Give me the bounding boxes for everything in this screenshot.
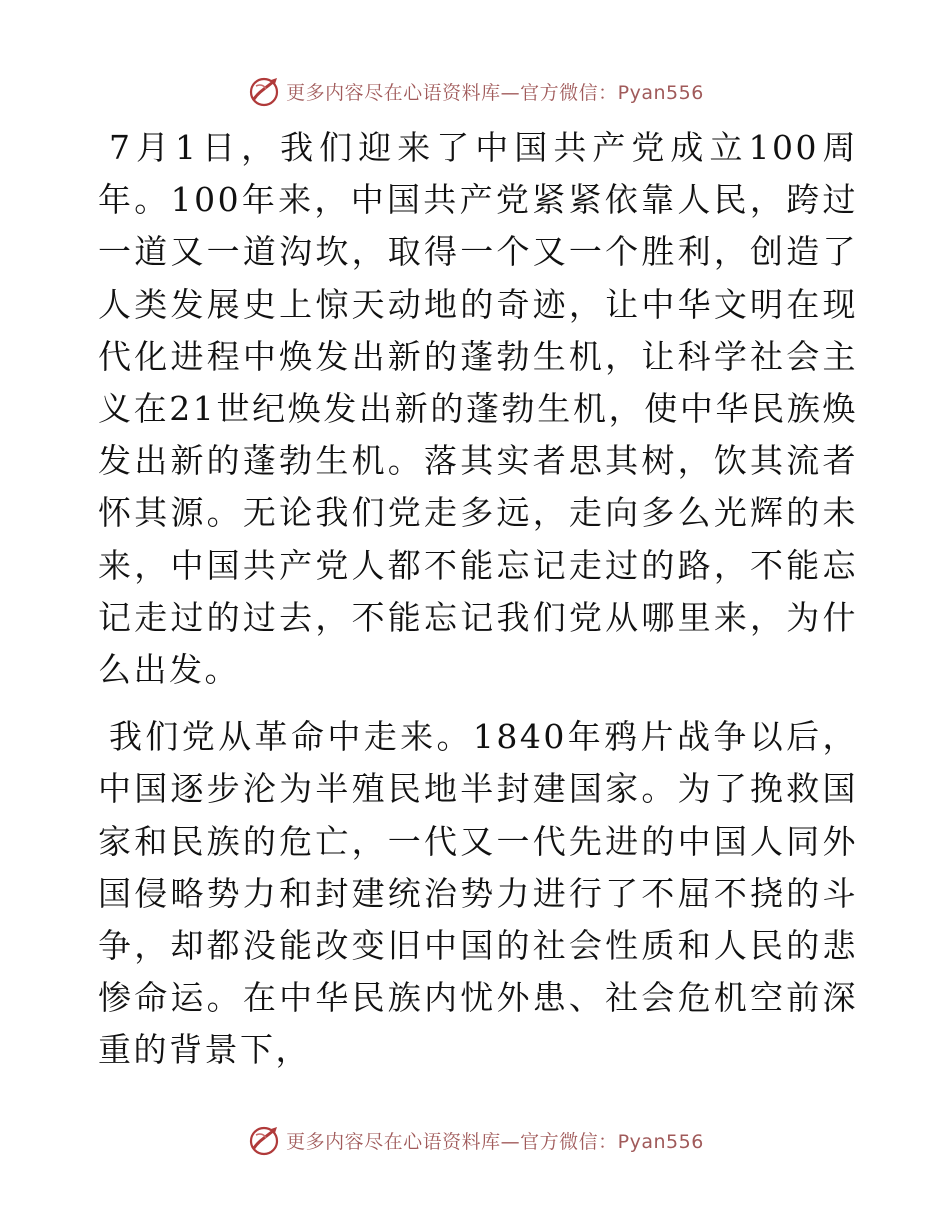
footer-banner-text: 更多内容尽在心语资料库—官方微信：Pyan556 — [286, 1130, 704, 1153]
header-banner — [0, 71, 950, 111]
footer-banner — [0, 1120, 950, 1160]
header-banner-text: 更多内容尽在心语资料库—官方微信：Pyan556 — [286, 81, 704, 104]
paragraph-1: 7月1日，我们迎来了中国共产党成立100周年。100年来，中国共产党紧紧依靠人民，跨过一道又一道沟坎，取得一个又一个胜利，创造了人类发展史上惊天动地的奇迹，让中华文明在现代化进程中焕发出新的蓬勃生机，让科学社会主义在21世纪焕发出新的蓬勃生机，使中华民族焕发出新的蓬勃生机。落其实者思其树，饮其流者怀其源。无论我们党走多远，走向多么光辉的未来，中国共产党人都不能忘记走过的路，不能忘记走过的过去，不能忘记我们党从哪里来，为什么出发。 — [98, 128, 858, 690]
document-body — [98, 122, 858, 1077]
pen-ribbon-logo-icon — [246, 1122, 282, 1158]
pen-ribbon-logo-icon — [246, 73, 282, 109]
paragraph-2: 我们党从革命中走来。1840年鸦片战争以后，中国逐步沦为半殖民地半封建国家。为了挽救国家和民族的危亡，一代又一代先进的中国人同外国侵略势力和封建统治势力进行了不屈不挠的斗争，却都没能改变旧中国的社会性质和人民的悲惨命运。在中华民族内忧外患、社会危机空前深重的背景下， — [98, 717, 858, 1070]
